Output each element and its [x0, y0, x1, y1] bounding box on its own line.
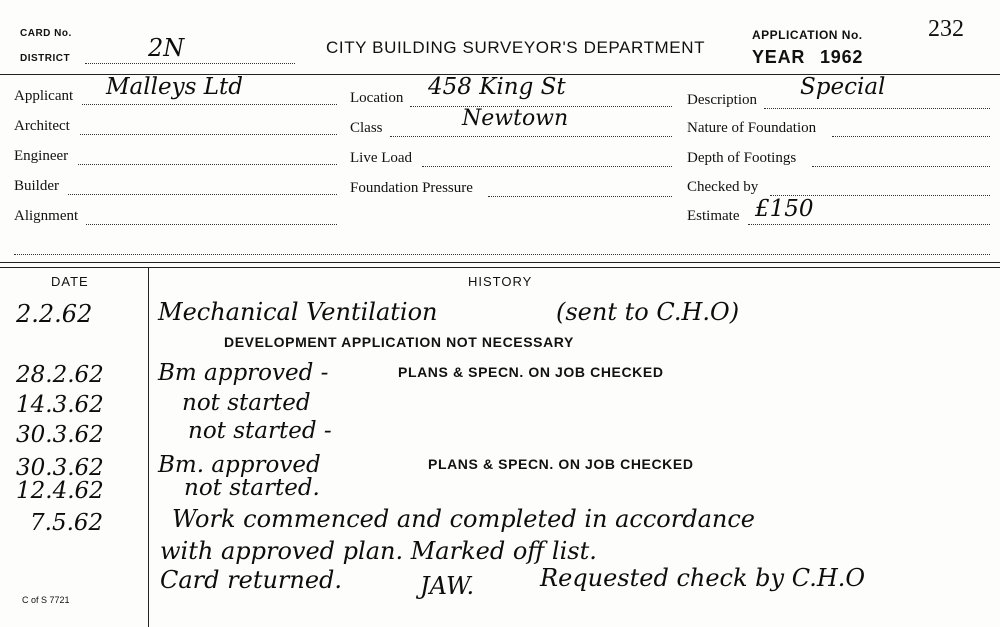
history-column-header: HISTORY: [468, 274, 533, 289]
architect-label: Architect: [14, 118, 70, 134]
application-number: 232: [928, 16, 964, 42]
history-date: 14.3.62: [16, 392, 104, 418]
applicant-value: Malleys Ltd: [106, 74, 243, 100]
district-value: 2N: [148, 34, 185, 62]
alignment-label: Alignment: [14, 208, 79, 224]
history-date: 30.3.62: [16, 455, 104, 481]
table-top-rule-1: [0, 262, 1000, 263]
history-entry: Work commenced and completed in accordance: [172, 505, 755, 533]
date-column-header: DATE: [51, 274, 89, 289]
description-line: [764, 108, 990, 109]
date-column-divider: [148, 267, 149, 627]
architect-line: [80, 134, 337, 135]
applicant-line: [82, 104, 337, 105]
location-label: Location: [350, 90, 404, 106]
applicant-label: Applicant: [14, 88, 74, 104]
fields-bottom-line: [14, 254, 990, 255]
class-label: Class: [350, 120, 383, 136]
history-date: 12.4.62: [16, 478, 104, 504]
history-note: (sent to C.H.O): [556, 298, 740, 326]
table-top-rule-2: [0, 267, 1000, 268]
history-date: 28.2.62: [16, 362, 104, 388]
checked-by-label: Checked by: [687, 179, 759, 195]
history-entry: with approved plan. Marked off list.: [160, 537, 597, 565]
description-value: Special: [800, 74, 886, 100]
history-entry: Card returned.: [160, 566, 343, 594]
foundation-pressure-label: Foundation Pressure: [350, 180, 473, 196]
estimate-line: [748, 224, 990, 225]
form-code: C of S 7721: [22, 595, 70, 605]
year-value: 1962: [820, 47, 864, 67]
live-load-line: [422, 166, 672, 167]
history-entry: not started.: [184, 475, 320, 501]
live-load-label: Live Load: [350, 150, 413, 166]
class-value: Newtown: [462, 106, 569, 131]
application-no-label: APPLICATION No.: [752, 28, 863, 42]
class-line: [390, 136, 672, 137]
district-label: DISTRICT: [20, 53, 71, 64]
inspector-initials: JAW.: [420, 572, 475, 600]
year-label: YEAR: [752, 47, 806, 67]
engineer-label: Engineer: [14, 148, 69, 164]
history-date: 2.2.62: [16, 300, 93, 328]
development-application-stamp: DEVELOPMENT APPLICATION NOT NECESSARY: [224, 334, 574, 350]
depth-of-footings-line: [812, 166, 990, 167]
history-entry: not started: [182, 390, 311, 416]
builder-label: Builder: [14, 178, 59, 194]
card-no-label: CARD No.: [20, 28, 72, 39]
location-value: 458 King St: [428, 74, 566, 100]
history-date: 30.3.62: [16, 422, 104, 448]
estimate-value: £150: [755, 196, 814, 222]
nature-of-foundation-line: [832, 136, 990, 137]
plans-checked-stamp: PLANS & SPECN. ON JOB CHECKED: [398, 364, 664, 380]
history-entry: Requested check by C.H.O: [540, 564, 866, 592]
foundation-pressure-line: [488, 196, 672, 197]
history-date: 7.5.62: [30, 510, 104, 536]
history-entry: not started -: [188, 418, 332, 444]
history-entry: Mechanical Ventilation: [158, 298, 438, 326]
depth-of-footings-label: Depth of Footings: [687, 150, 797, 166]
description-label: Description: [687, 92, 757, 108]
plans-checked-stamp: PLANS & SPECN. ON JOB CHECKED: [428, 456, 694, 472]
nature-of-foundation-label: Nature of Foundation: [687, 120, 817, 136]
builder-line: [68, 194, 337, 195]
history-entry: Bm. approved: [158, 452, 321, 478]
history-entry: Bm approved -: [158, 360, 329, 386]
alignment-line: [86, 224, 337, 225]
estimate-label: Estimate: [687, 208, 740, 224]
district-line: [85, 63, 295, 64]
engineer-line: [78, 164, 337, 165]
department-title: CITY BUILDING SURVEYOR'S DEPARTMENT: [326, 38, 706, 57]
